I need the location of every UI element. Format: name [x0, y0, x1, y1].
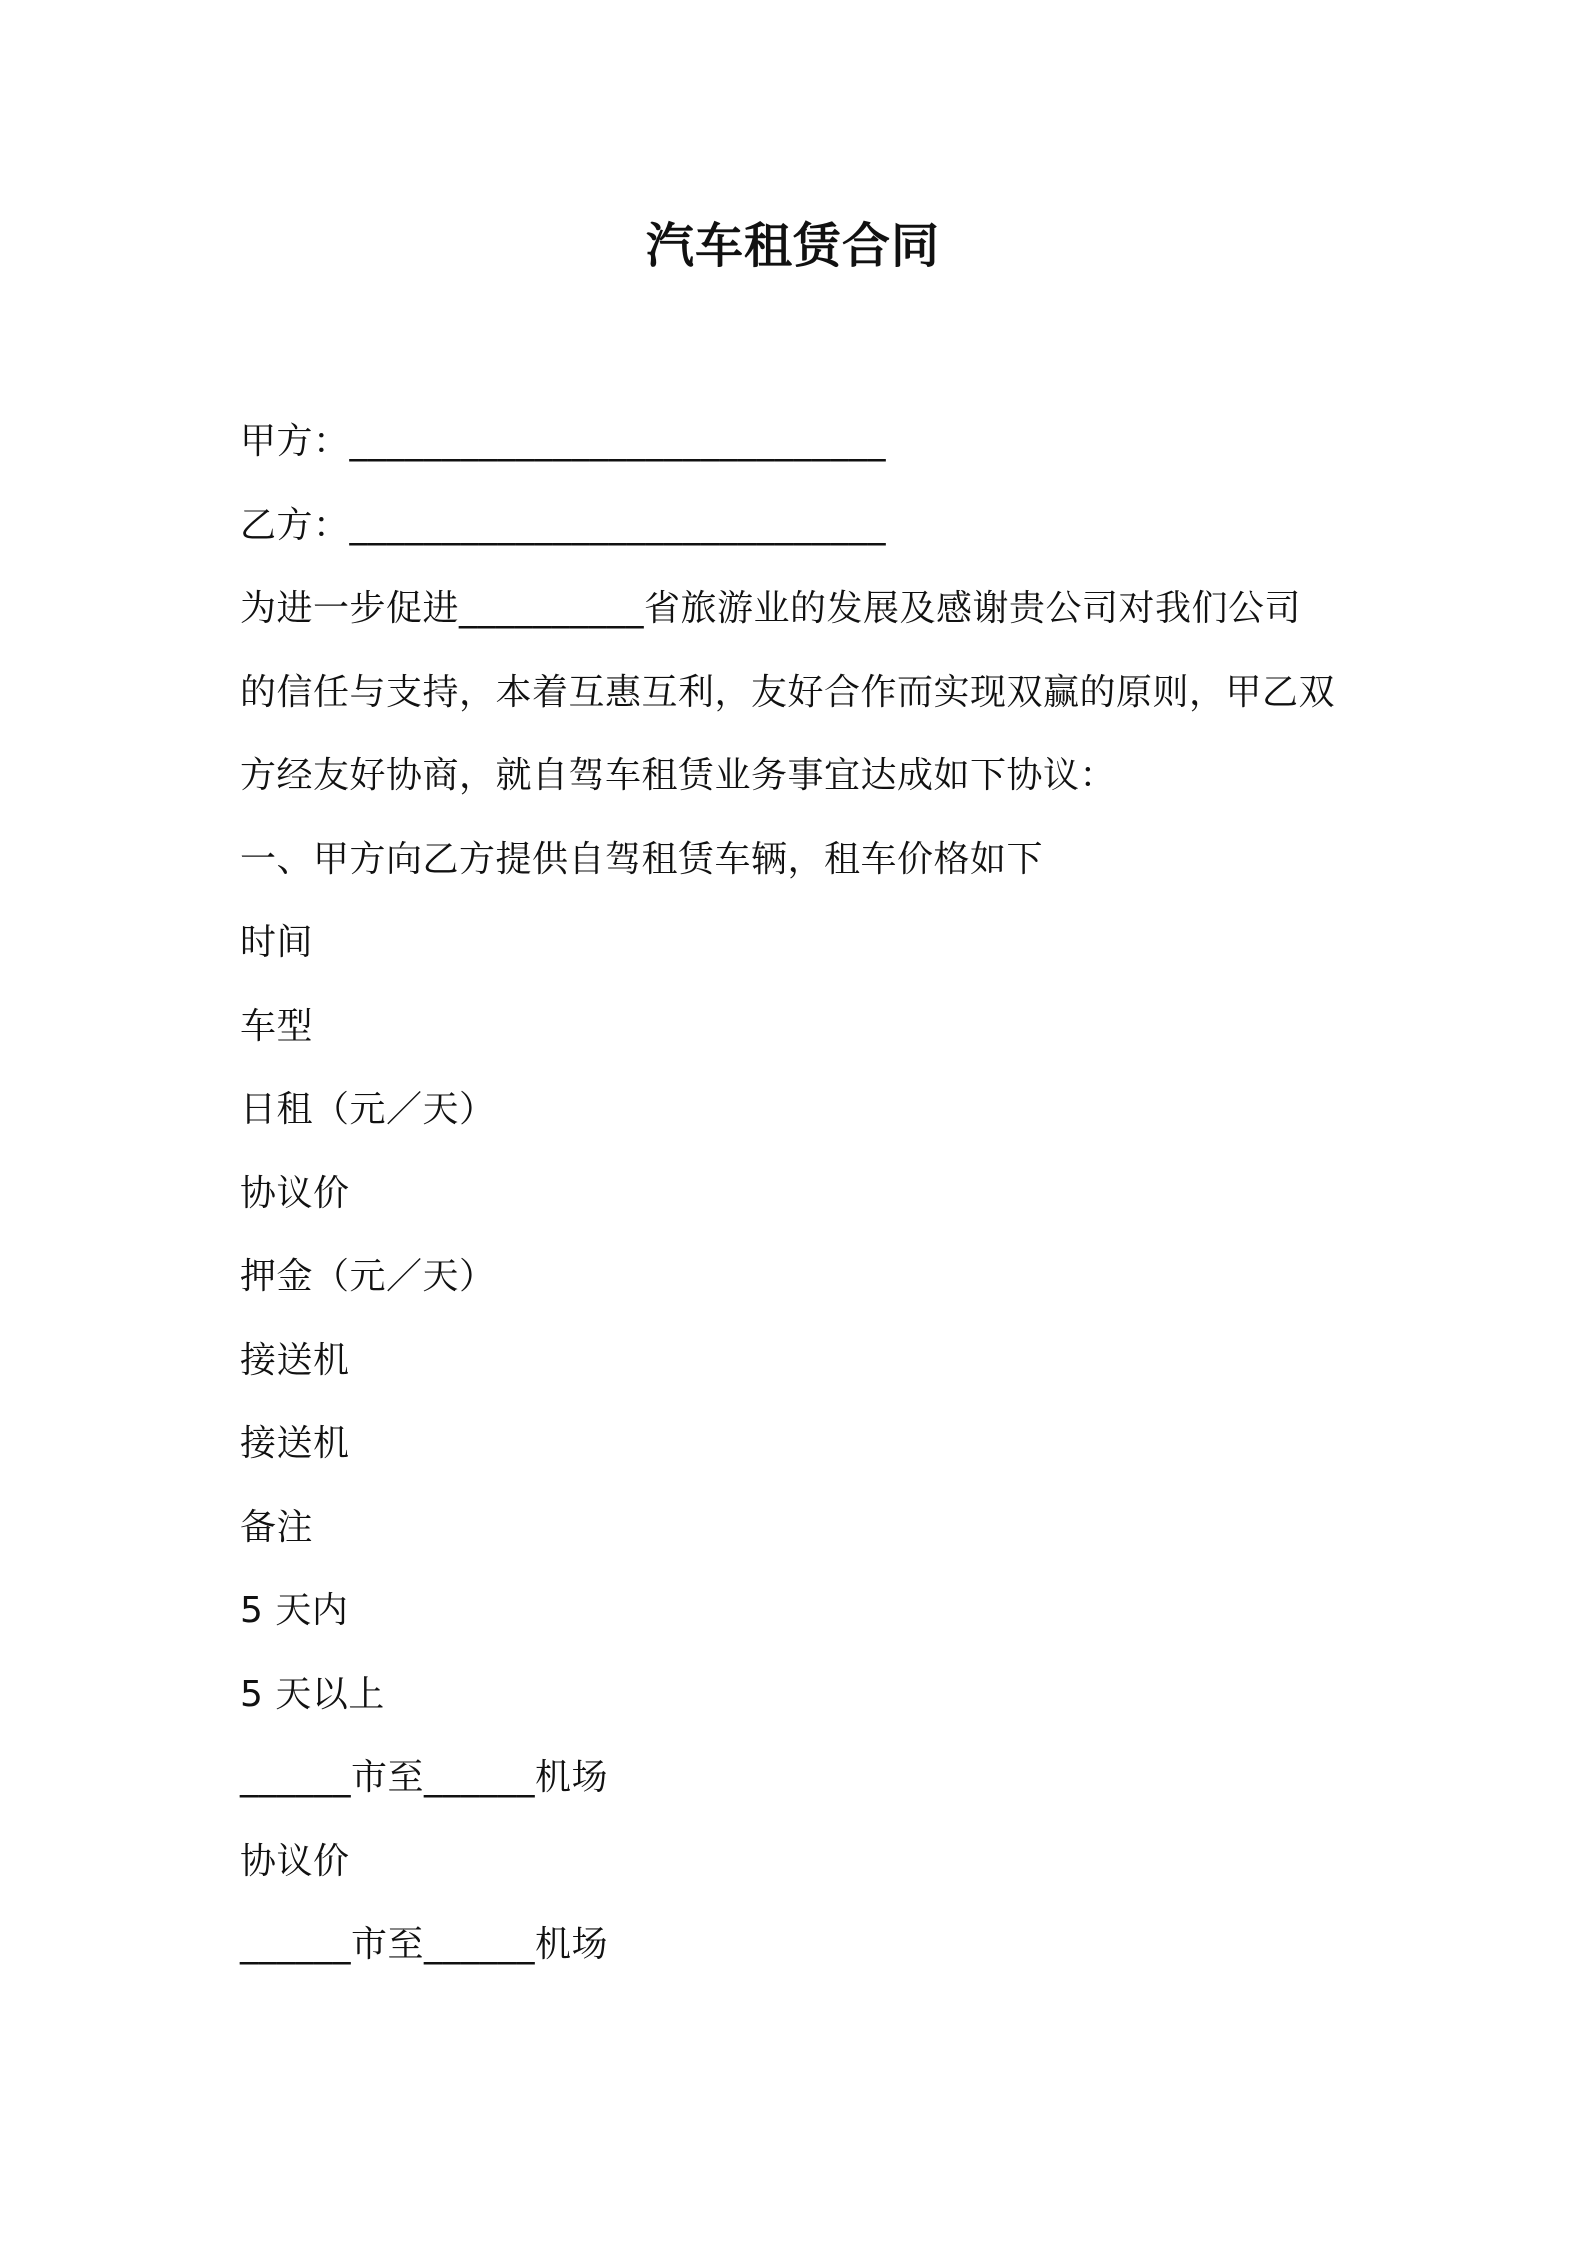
clause-1-heading: 一、甲方向乙方提供自驾租赁车辆，租车价格如下 — [240, 838, 1044, 880]
price-item-over-5-days: 5 天以上 — [240, 1673, 385, 1715]
price-item-time: 时间 — [240, 922, 314, 963]
price-item-airport-transfer-2: 接送机 — [240, 1423, 350, 1464]
price-item-within-5-days: 5 天内 — [240, 1590, 349, 1631]
party-b-line: 乙方：_____________________________ — [240, 504, 887, 546]
party-a-line: 甲方：_____________________________ — [240, 421, 887, 462]
price-item-daily-rent: 日租（元／天） — [240, 1089, 496, 1130]
price-item-remarks: 备注 — [240, 1506, 314, 1548]
preamble-line-2: 的信任与支持，本着互惠互利，友好合作而实现双赢的原则，甲乙双 — [240, 671, 1336, 713]
document-title: 汽车租赁合同 — [645, 218, 940, 274]
preamble-line-1: 为进一步促进__________省旅游业的发展及感谢贵公司对我们公司 — [240, 588, 1302, 629]
price-item-model: 车型 — [240, 1005, 314, 1047]
price-item-airport-transfer: 接送机 — [240, 1339, 350, 1381]
price-item-city-to-airport: ______市至______机场 — [240, 1757, 609, 1798]
preamble-line-3: 方经友好协商，就自驾车租赁业务事宜达成如下协议： — [240, 755, 1117, 796]
price-item-agreed-price-2: 协议价 — [240, 1840, 350, 1882]
price-item-agreed-price: 协议价 — [240, 1172, 350, 1214]
price-item-deposit: 押金（元／天） — [240, 1256, 496, 1297]
price-item-city-to-airport-2: ______市至______机场 — [240, 1924, 609, 1965]
document-body — [240, 400, 1380, 1987]
